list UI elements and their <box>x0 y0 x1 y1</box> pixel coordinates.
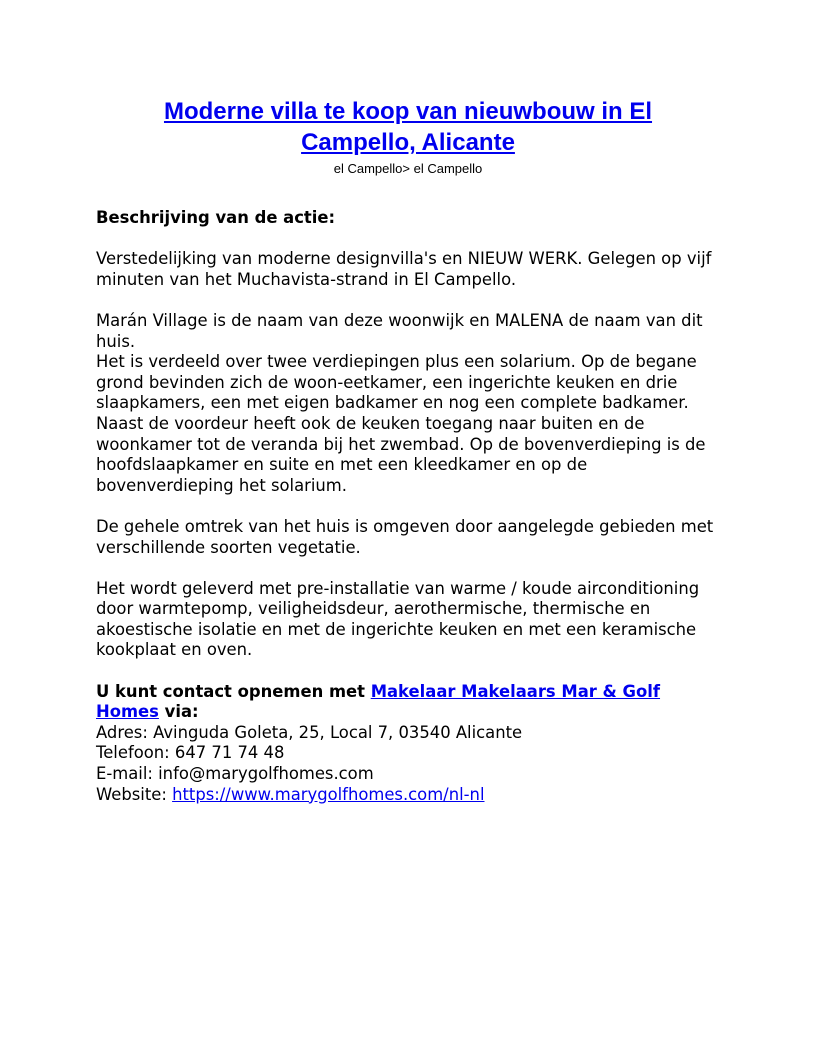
description-heading: Beschrijving van de actie: <box>96 208 336 227</box>
website-link[interactable]: https://www.marygolfhomes.com/nl-nl <box>172 784 485 804</box>
location-breadcrumb: el Campello> el Campello <box>333 161 483 176</box>
paragraph-intro: Verstedelijking van moderne designvilla's en NIEUW WERK. Gelegen op vijf minuten van het Muchavista-strand in El Campello. <box>96 249 712 289</box>
agent-link[interactable]: Makelaar Makelaars Mar & Golf Homes <box>96 681 661 722</box>
contact-email: E-mail: info@marygolfhomes.com <box>96 764 374 784</box>
website-label: Website: <box>96 784 173 804</box>
page-title <box>96 96 720 158</box>
contact-address: Adres: Avinguda Goleta, 25, Local 7, 03540 Alicante <box>96 722 523 742</box>
document-page <box>96 96 720 805</box>
paragraph-village: Marán Village is de naam van deze woonwijk en MALENA de naam van dit huis. <box>96 310 703 351</box>
paragraph-layout: Het is verdeeld over twee verdiepingen plus een solarium. Op de begane grond bevinden zich de woon-eetkamer, een ingerichte keuken en drie slaapkamers, een met eigen badkamer en nog een complete badkamer. Naast de voordeur heeft ook de keuken toegang naar buiten en de woonkamer tot de veranda bij het zwembad. Op de bovenverdieping is de hoofdslaapkamer en suite en met een kleedkamer en op de bovenverdieping het solarium. <box>96 352 706 495</box>
contact-heading <box>96 682 720 723</box>
contact-phone: Telefoon: 647 71 74 48 <box>96 743 285 763</box>
contact-prefix: U kunt contact opnemen met <box>96 681 371 701</box>
contact-suffix: via: <box>158 702 199 722</box>
paragraph-features: Het wordt geleverd met pre-installatie van warme / koude airconditioning door warmtepomp, veiligheidsdeur, aerothermische, thermische en akoestische isolatie en met de ingerichte keuken en met een keramische kookplaat en oven. <box>96 578 700 660</box>
title-link[interactable]: Moderne villa te koop van nieuwbouw in El Campello, Alicante <box>163 98 653 156</box>
contact-website <box>96 785 720 806</box>
paragraph-surroundings: De gehele omtrek van het huis is omgeven door aangelegde gebieden met verschillende soorten vegetatie. <box>96 516 714 557</box>
